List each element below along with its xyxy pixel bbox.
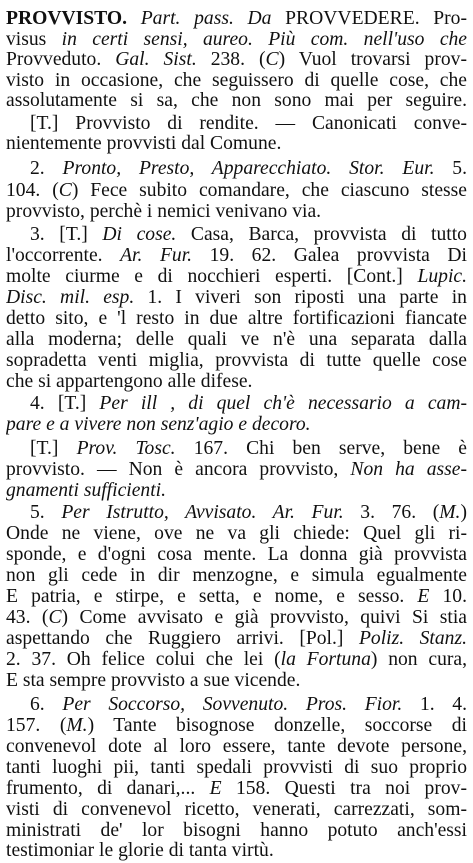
italic-text: in certi sensi, aureo. Più com. nell'uso che [61, 29, 467, 50]
text-span: PROVVEDERE. Pro- [271, 8, 467, 29]
text-span: ministrati de' lor bisogni hanno potuto anch'essi [6, 820, 467, 841]
text-span: 43. ( [6, 607, 49, 628]
text-span: E sta sempre provvisto a sue vicende. [6, 670, 301, 691]
text-span: 19. 62. Galea provvista Di [192, 245, 467, 266]
text-span: visti di convenevol ricetto, venerati, carrezzati, som- [6, 799, 467, 820]
italic-text: Part. pass. [140, 8, 234, 29]
text-line [6, 412, 467, 437]
text-span: 1. I viveri son riposti una parte in [134, 287, 467, 308]
text-span: 157. ( [6, 715, 67, 736]
italic-text: C [265, 49, 279, 70]
text-span: 104. ( [6, 180, 59, 201]
text-span: provvisto, perchè i nemici venivano via. [6, 201, 322, 222]
text-span: sopradetta venti miglia, provvista di tutte quelle cose [6, 350, 467, 371]
text-span: ) Come avvisato e già provvisto, quivi Si stia [61, 607, 467, 628]
italic-text: gnamenti sufficienti. [6, 480, 166, 501]
italic-text: pare e a vivere non senz'agio e decoro. [6, 414, 311, 435]
italic-text: Ar. Fur. [120, 245, 193, 266]
text-span: 158. Questi tra noi prov- [221, 778, 467, 799]
text-span [234, 8, 248, 29]
text-span: 3. [T.] [30, 224, 103, 245]
italic-text: M. [439, 502, 461, 523]
text-span: frumento, di danari,... [6, 778, 210, 799]
text-span: provvisto. — Non è ancora provvisto, [6, 459, 351, 480]
text-span: aspettando che Ruggiero arrivi. [Pol.] [6, 628, 359, 649]
italic-text: Per Istrutto, Avvisato. Ar. Fur. [61, 502, 344, 523]
text-span: 238. ( [196, 49, 266, 70]
italic-text: Prov. Tosc. [76, 438, 176, 459]
text-span: E patria, e stirpe, e setta, e nome, e sesso. [6, 586, 418, 607]
italic-text: M. [66, 715, 88, 736]
text-span: Provveduto. [6, 49, 116, 70]
italic-text: Disc. mil. esp. [6, 287, 135, 308]
text-span: convenevol dote al loro essere, tante devote persone, [6, 736, 467, 757]
italic-text: Per Soccorso, Sovvenuto. Pros. Fior. [62, 694, 403, 715]
headword: PROVVISTO. [6, 8, 128, 29]
italic-text: Lupic. [417, 266, 467, 287]
text-span: non gli cede in dir menzogne, e simula egualmente [6, 565, 467, 586]
text-span: detto sito, e 'l resto in due altre fortificazioni fiancate [6, 308, 467, 329]
text-span: 4. [T.] [30, 393, 100, 414]
italic-text: C [58, 180, 72, 201]
text-span: 167. Chi ben serve, bene è [175, 438, 467, 459]
italic-text: E [209, 778, 222, 799]
text-line [6, 88, 467, 113]
text-span: ) Tante bisognose donzelle, soccorse di [87, 715, 467, 736]
italic-text: C [48, 607, 62, 628]
text-span: tanti luoghi pii, tanti spedali provvisti di suo proprio [6, 757, 467, 778]
text-span: 10. [429, 586, 467, 607]
text-span: 3. 76. ( [343, 502, 440, 523]
italic-text: Gal. Sist. [115, 49, 197, 70]
text-line [6, 131, 467, 156]
text-span: ) Vuol trovarsi prov- [278, 49, 467, 70]
text-span: ) non cura, [370, 649, 467, 670]
text-span: 1. 4. [402, 694, 467, 715]
text-span: Casa, Barca, provvista di tutto [176, 224, 467, 245]
text-span: ) [460, 502, 467, 523]
text-span: ) Fece subito comandare, che ciascuno stesse [71, 180, 467, 201]
text-span: visus [6, 29, 62, 50]
text-span: 5. [30, 502, 62, 523]
text-span: [T.] [30, 438, 77, 459]
text-line [6, 668, 467, 693]
text-span: 2. 37. Oh felice colui che lei ( [6, 649, 281, 670]
text-span: nientemente provvisti dal Comune. [6, 133, 282, 154]
text-span: molte ciurme e di nocchieri esperti. [Cont.] [6, 266, 418, 287]
text-span: che si appartengono alle difese. [6, 371, 253, 392]
italic-text: Non ha asse- [350, 459, 467, 480]
italic-text: Da [247, 8, 272, 29]
italic-text: Poliz. Stanz. [358, 628, 467, 649]
italic-text: Per ill , di quel ch'è necessario a cam- [99, 393, 467, 414]
text-line [6, 199, 467, 224]
text-span: [T.] Provvisto di rendite. — Canonicati conve- [30, 113, 467, 134]
text-span: alla moderna; delle quali ve n'è una separata dalla [6, 329, 467, 350]
text-span: 2. [30, 158, 63, 179]
text-span: testimoniar le glorie di tanta virtù. [6, 840, 274, 861]
italic-text: E [417, 586, 430, 607]
italic-text: Pronto, Presto, Apparecchiato. Stor. Eur. [62, 158, 435, 179]
text-span: 6. [30, 694, 63, 715]
text-line [6, 838, 467, 863]
text-span [127, 8, 141, 29]
italic-text: Di cose. [102, 224, 177, 245]
text-span: 5. [434, 158, 467, 179]
text-span: Onde ne viene, ove ne va gli chiede: Quel gli ri- [6, 523, 467, 544]
text-span: assolutamente si sa, che non sono mai per seguire. [6, 90, 467, 111]
italic-text: la Fortuna [280, 649, 371, 670]
text-span: l'occorrente. [6, 245, 121, 266]
text-span: sponde, e d'ogni cosa mente. La donna già provvista [6, 544, 467, 565]
text-span: visto in occasione, che seguissero di quelle cose, che [6, 70, 467, 91]
